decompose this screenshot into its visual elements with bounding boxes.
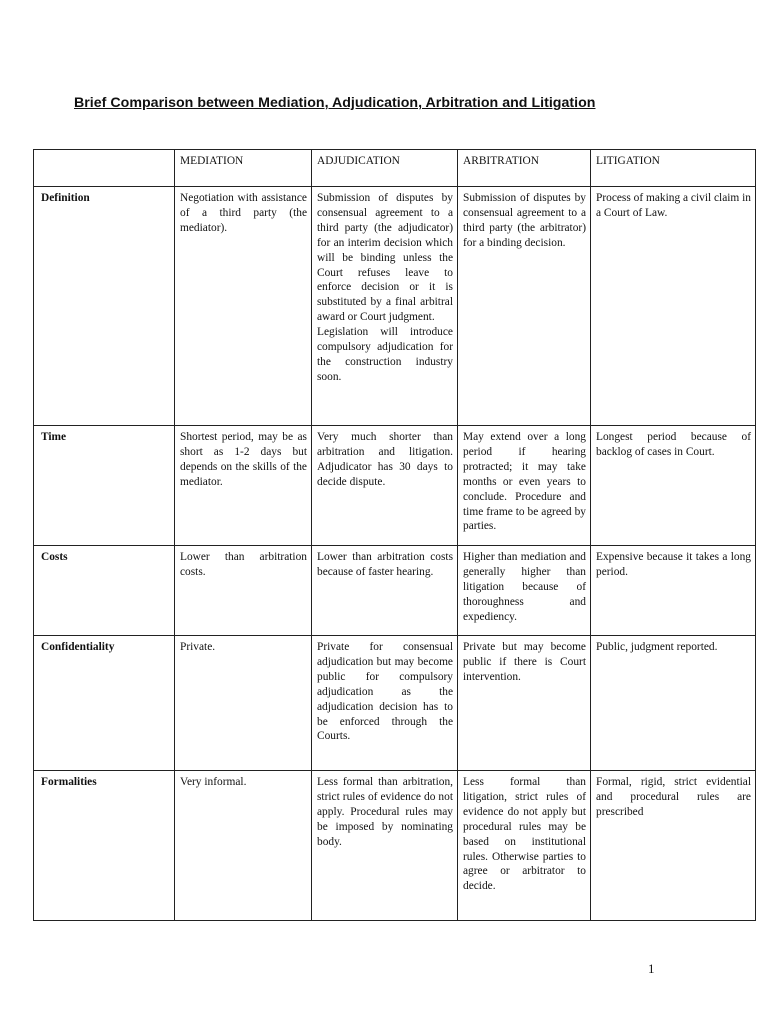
cell-definition-adjudication-text: Submission of disputes by consensual agreement to a third party (the adjudicator) for an interim decision which will be binding unless the Court refuses leave to enforce decision or it is substituted by a final arbitral award or Court judgment. xyxy=(317,192,453,324)
cell-definition-litigation: Process of making a civil claim in a Court of Law. xyxy=(591,187,756,426)
header-cell-empty xyxy=(34,150,175,187)
cell-confidentiality-adjudication: Private for consensual adjudication but may become public for compulsory adjudication as the adjudication decision has to be enforced through the Courts. xyxy=(312,636,458,771)
cell-confidentiality-arbitration: Private but may become public if there is Court intervention. xyxy=(458,636,591,771)
cell-time-mediation: Shortest period, may be as short as 1-2 days but depends on the skills of the mediator. xyxy=(175,426,312,546)
cell-formalities-adjudication: Less formal than arbitration, strict rules of evidence do not apply. Procedural rules may be imposed by nominating body. xyxy=(312,771,458,921)
table-row-definition xyxy=(34,187,756,426)
page-number: 1 xyxy=(648,961,655,976)
document-title: Brief Comparison between Mediation, Adjudication, Arbitration and Litigation xyxy=(74,95,596,111)
cell-time-litigation: Longest period because of backlog of cases in Court. xyxy=(591,426,756,546)
cell-costs-mediation: Lower than arbitration costs. xyxy=(175,546,312,636)
table-row-costs xyxy=(34,546,756,636)
cell-costs-litigation: Expensive because it takes a long period. xyxy=(591,546,756,636)
row-label-time: Time xyxy=(34,426,175,546)
cell-confidentiality-litigation: Public, judgment reported. xyxy=(591,636,756,771)
header-cell-litigation: LITIGATION xyxy=(591,150,756,187)
cell-time-arbitration: May extend over a long period if hearing protracted; it may take months or even years to conclude. Procedure and time frame to be agreed by parties. xyxy=(458,426,591,546)
header-cell-arbitration: ARBITRATION xyxy=(458,150,591,187)
cell-time-adjudication: Very much shorter than arbitration and litigation. Adjudicator has 30 days to decide dispute. xyxy=(312,426,458,546)
comparison-table xyxy=(33,149,756,921)
row-label-formalities: Formalities xyxy=(34,771,175,921)
row-label-confidentiality: Confidentiality xyxy=(34,636,175,771)
row-label-costs: Costs xyxy=(34,546,175,636)
cell-costs-arbitration: Higher than mediation and generally higher than litigation because of thoroughness and expediency. xyxy=(458,546,591,636)
cell-definition-mediation: Negotiation with assistance of a third party (the mediator). xyxy=(175,187,312,426)
header-cell-mediation: MEDIATION xyxy=(175,150,312,187)
header-cell-adjudication: ADJUDICATION xyxy=(312,150,458,187)
cell-confidentiality-mediation: Private. xyxy=(175,636,312,771)
cell-definition-adjudication-note: Legislation will introduce compulsory adjudication for the construction industry soon. xyxy=(317,326,453,383)
cell-formalities-arbitration: Less formal than litigation, strict rules of evidence do not apply but procedural rules may be based on institutional rules. Otherwise parties to agree or arbitrator to decide. xyxy=(458,771,591,921)
cell-formalities-litigation: Formal, rigid, strict evidential and procedural rules are prescribed xyxy=(591,771,756,921)
table-row-confidentiality xyxy=(34,636,756,771)
cell-formalities-mediation: Very informal. xyxy=(175,771,312,921)
table-row-time xyxy=(34,426,756,546)
table-header-row xyxy=(34,150,756,187)
cell-definition-adjudication xyxy=(312,187,458,426)
row-label-definition: Definition xyxy=(34,187,175,426)
cell-definition-arbitration: Submission of disputes by consensual agreement to a third party (the arbitrator) for a binding decision. xyxy=(458,187,591,426)
table-row-formalities xyxy=(34,771,756,921)
cell-costs-adjudication: Lower than arbitration costs because of faster hearing. xyxy=(312,546,458,636)
